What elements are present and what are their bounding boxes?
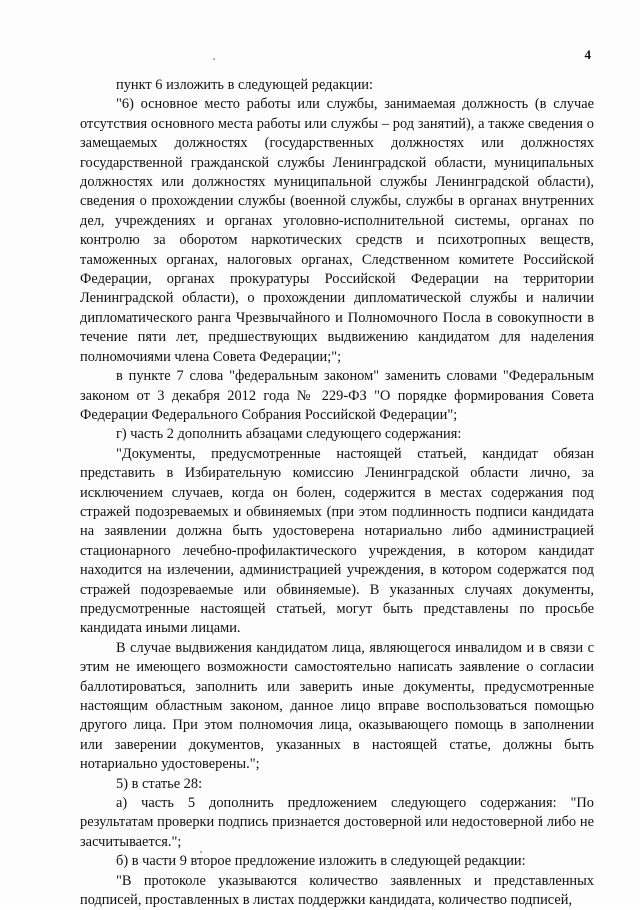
paragraph: г) часть 2 дополнить абзацами следующего содержания:: [116, 426, 462, 443]
scan-speck: [213, 58, 215, 60]
document-body: [80, 76, 594, 910]
paragraph: 5) в статье 28:: [116, 775, 203, 792]
paragraph: пункт 6 изложить в следующей редакции:: [116, 77, 373, 93]
paragraph: В случае выдвижения кандидатом лица, являющегося инвалидом и в связи с этим не имеющего возможности самостоятельно написать заявление о согласии баллотироваться, заполнить или заверить иные документы, предусмотренные настоящим областным законом, данное лицо вправе воспользоваться помощью другого лица. При этом полномочия лица, оказывающего помощь в заполнении или заверении документов, указанных в настоящей статье, должны быть нотариально удостоверены.";: [80, 639, 594, 773]
page-number: 4: [584, 47, 591, 62]
paragraph: б) в части 9 второе предложение изложить в следующей редакции:: [116, 853, 526, 870]
paragraph: а) часть 5 дополнить предложением следующего содержания: "По результатам проверки подпись признается достоверной или недостоверной либо не засчитывается.";: [80, 795, 594, 850]
paragraph: "В протоколе указываются количество заявленных и представленных подписей, проставленных в листах поддержки кандидата, количество подписей,: [80, 872, 594, 909]
paragraph: "6) основное место работы или службы, занимаемая должность (в случае отсутствия основного места работы или службы – род занятий), а также сведения о замещаемых должностях (государственных должностях или должностях государственной гражданской службы Ленинградской области, муниципальных должностях или должностях муниципальной службы Ленинградской области), сведения о прохождении службы (военной службы, службы в органах внутренних дел, учреждениях и органах уголовно-исполнительной системы, органах по контролю за оборотом наркотических средств и психотропных веществ, таможенных органах, налоговых органах, Следственном комитете Российской Федерации, органах прокуратуры Российской Федерации на территории Ленинградской области), о прохождении дипломатической службы и наличии дипломатического ранга Чрезвычайного и Полномочного Посла в совокупности в течение пяти лет, предшествующих выдвижению кандидатом для наделения полномочиями члена Совета Федерации;";: [80, 96, 594, 365]
paragraph: "Документы, предусмотренные настоящей статьей, кандидат обязан представить в Избирательную комиссию Ленинградской области лично, за исключением случаев, когда он болен, содержится в местах содержания под стражей подозреваемых и обвиняемых (при этом подлинность подписи кандидата на заявлении должна быть удостоверена нотариально либо администрацией стационарного лечебно-профилактического учреждения, в котором кандидат находится на излечении, администрацией учреждения, в котором содержатся под стражей подозреваемые или обвиняемые). В указанных случаях документы, предусмотренные настоящей статьей, могут быть представлены по просьбе кандидата иными лицами.: [80, 445, 594, 637]
paragraph: в пункте 7 слова "федеральным законом" заменить словами "Федеральным законом от 3 декабря 2012 года № 229-ФЗ "О порядке формирования Совета Федерации Федерального Собрания Российской Федерации";: [80, 368, 594, 423]
